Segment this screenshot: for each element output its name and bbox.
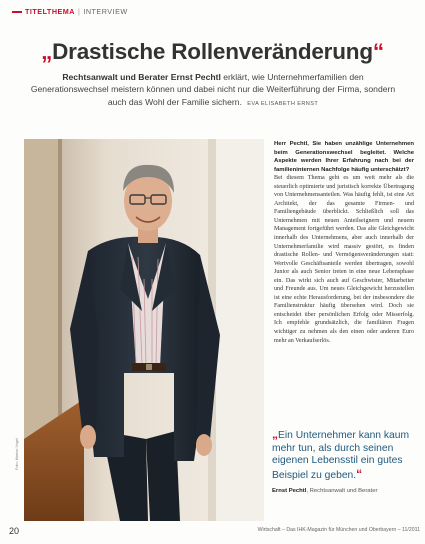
kicker-accent-bar — [12, 11, 22, 13]
pull-quote-text: Ein Unternehmer kann kaum mehr tun, als durch seinen eigenen Lebensstil ein gutes Beispiel zu geben. — [272, 430, 410, 481]
photo-credit: Foto: Marion Vogel — [15, 438, 19, 470]
deck-lead-bold: Rechtsanwalt und Berater Ernst Pechtl — [62, 72, 221, 82]
deck-lead-text: erklärt, wie Unternehmerfamilien den Generationswechsel meistern können und dabei nicht nur die Weiterführung der Firma, sondern auch das Wohl der Familie sichern. — [30, 72, 396, 107]
kicker-section: INTERVIEW — [83, 7, 128, 16]
headline-close-quote: “ — [372, 39, 384, 64]
pull-quote-close-mark: “ — [356, 466, 363, 481]
publication-footer: Wirtschaft – Das IHK-Magazin für München und Oberbayern – 11/2011 — [257, 527, 420, 533]
headline-text: Drastische Rollenveränderung — [52, 39, 373, 64]
kicker-separator: | — [77, 7, 81, 16]
attribution-role: , Rechtsanwalt und Berater — [306, 488, 378, 495]
interview-body — [274, 140, 414, 345]
section-kicker — [12, 7, 128, 16]
page-number: 20 — [9, 526, 20, 536]
interview-question: Herr Pechtl, Sie haben unzählige Unternehmen beim Generationswechsel begleitet. Welche Aspekte werden Ihrer Erfahrung nach bei der familieninternen Nachfolge häufig unterschätzt? — [274, 141, 414, 173]
deck-intro — [28, 71, 398, 110]
headline-open-quote: „ — [41, 39, 53, 64]
headline — [0, 39, 425, 65]
author-byline: EVA ELISABETH ERNST — [247, 100, 319, 107]
pull-quote-attribution — [272, 488, 412, 494]
kicker-title: TITELTHEMA — [25, 7, 75, 16]
portrait-illustration — [24, 139, 264, 521]
pull-quote-text-block — [272, 428, 412, 482]
interview-answer: Bei diesem Thema geht es um weit mehr als die steuerlich optimierte und juristisch korrekte Übertragung von Unternehmensanteilen. Was häufig fehlt, ist eine Art Architekt, der das gesamte Firmen- und Familiengebäude überblickt. Schließlich soll das Unternehmen mit neuen Anteilseignern und neuem Management fortgeführt werden. Das alte Gleichgewicht innerhalb des Unternehmens, aber auch innerhalb der Unternehmerfamilie wird massiv gestört, es finden drastische Rollen- und Vermögensveränderungen statt: Wertvolle Geschäftsanteile werden übertragen, sowohl Junior als auch Senior treten in eine neue Lebensphase ein. Das wirkt sich auch auf Geschwister, Mitarbeiter und Freunde aus. Um neues Gleichgewicht herzustellen ist eine echte Herausforderung, bei der insbesondere die Familienstruktur häufig übersehen wird. Doch sie entscheidet über persönlichen Erfolg oder Misserfolg. Ich empfehle grundsätzlich, die familiären Fragen wichtiger zu nehmen als den einen oder anderen Euro mehr an Verkaufserlös. — [274, 175, 414, 344]
pull-quote-open-mark: „ — [272, 427, 278, 441]
attribution-name: Ernst Pechtl — [272, 488, 307, 495]
pull-quote — [272, 428, 412, 494]
portrait-photo — [24, 139, 264, 521]
